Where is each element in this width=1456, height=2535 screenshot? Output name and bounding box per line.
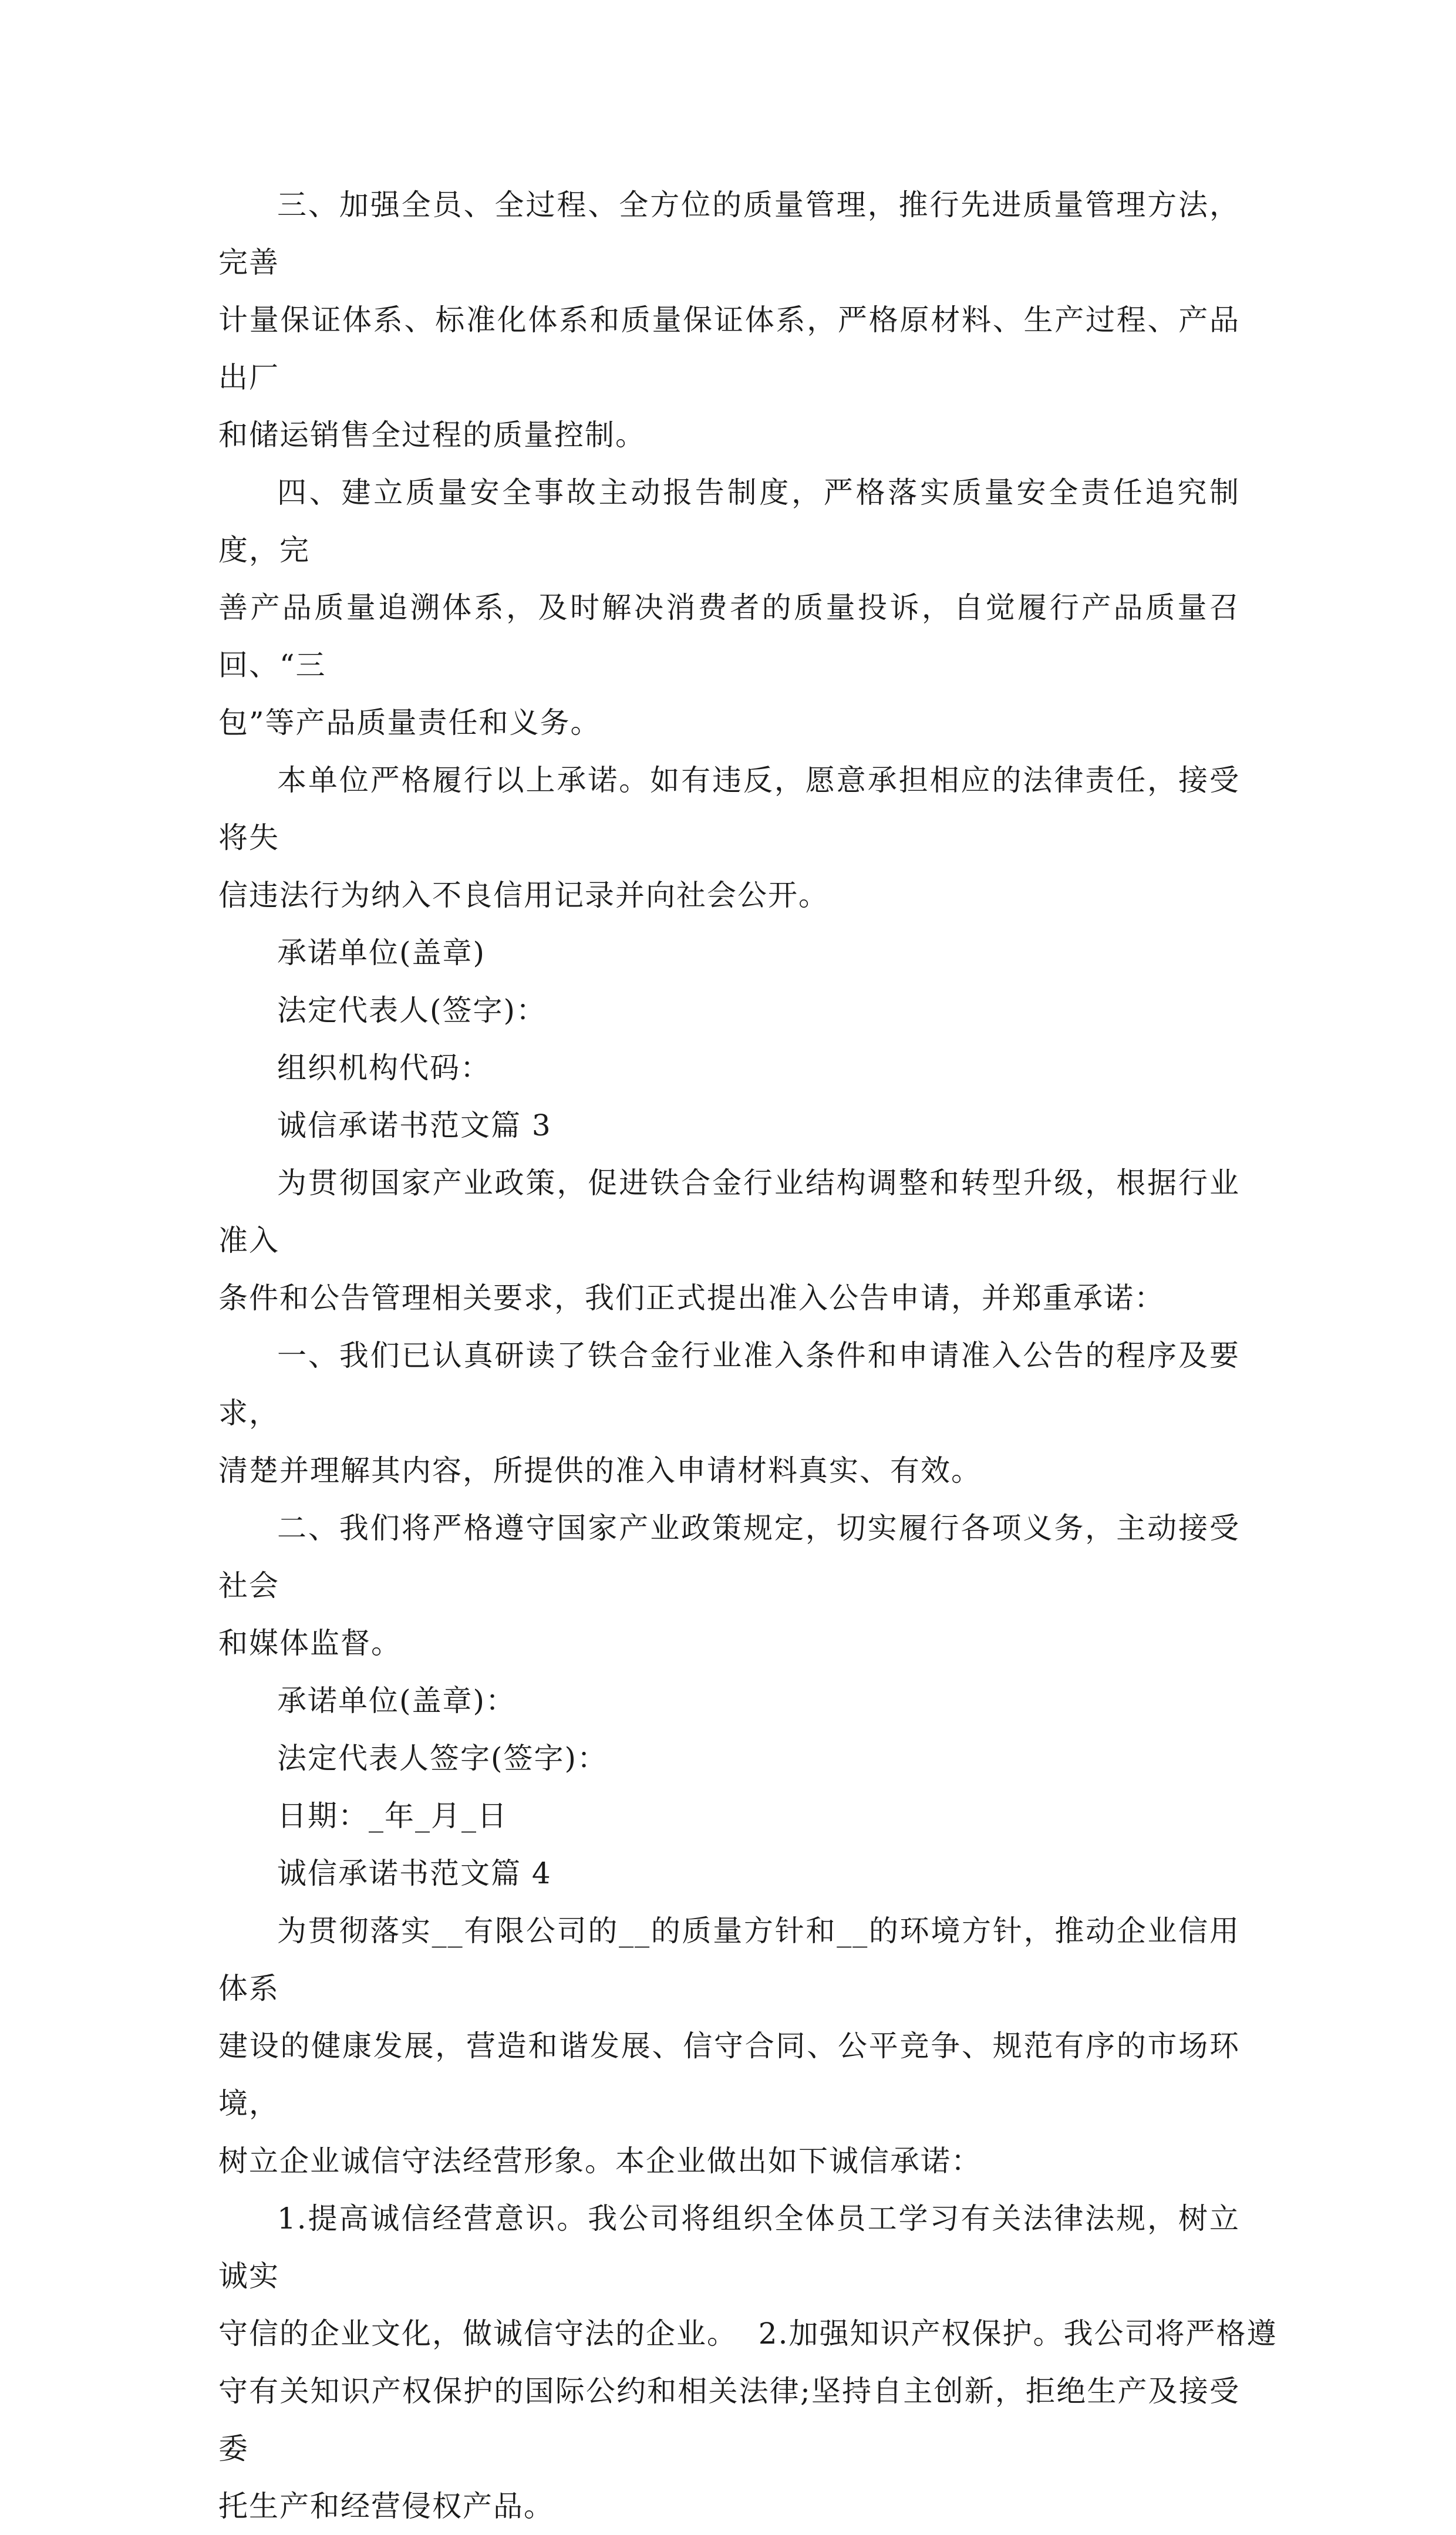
- date-line: [218, 1787, 1240, 1845]
- organization-code-line: [218, 1039, 1240, 1097]
- text-line: 守信的企业文化，做诚信守法的企业。 2.加强知识产权保护。我公司将严格遵: [218, 2317, 1278, 2351]
- text-line: 信违法行为纳入不良信用记录并向社会公开。: [218, 878, 829, 912]
- text-line: 为贯彻国家产业政策，促进铁合金行业结构调整和转型升级，根据行业准入: [218, 1166, 1240, 1258]
- text-line: 四、建立质量安全事故主动报告制度，严格落实质量安全责任追究制度，完: [218, 476, 1240, 567]
- document-body: [218, 176, 1278, 2535]
- text-line: 善产品质量追溯体系，及时解决消费者的质量投诉，自觉履行产品质量召回、“三: [218, 591, 1240, 682]
- paragraph-item-1: [218, 1327, 1240, 1499]
- paragraph-quality-management: [218, 176, 1240, 464]
- text-line: 和媒体监督。: [218, 1626, 402, 1660]
- text-line: 一、我们已认真研读了铁合金行业准入条件和申请准入公告的程序及要求，: [218, 1339, 1240, 1430]
- paragraph-accident-report: [218, 464, 1240, 751]
- text-line: 清楚并理解其内容，所提供的准入申请材料真实、有效。: [218, 1454, 982, 1488]
- text-line: 日期：_年_月_日: [277, 1799, 508, 1833]
- text-line: 为贯彻落实__有限公司的__的质量方针和__的环境方针，推动企业信用体系: [218, 1914, 1240, 2005]
- text-line: 二、我们将严格遵守国家产业政策规定，切实履行各项义务，主动接受社会: [218, 1511, 1240, 1603]
- text-line: 三、加强全员、全过程、全方位的质量管理，推行先进质量管理方法，完善: [218, 188, 1240, 279]
- text-line: 承诺单位(盖章): [277, 936, 486, 970]
- text-line: 组织机构代码：: [277, 1051, 491, 1085]
- section-heading-4: [218, 1845, 1240, 1902]
- text-line: 托生产和经营侵权产品。: [218, 2489, 554, 2523]
- text-line: 诚信承诺书范文篇 4: [277, 1856, 552, 1890]
- legal-representative-line: [218, 982, 1240, 1039]
- text-line: 建设的健康发展，营造和谐发展、信守合同、公平竞争、规范有序的市场环境，: [218, 2029, 1240, 2121]
- paragraph-intro-4: [218, 1902, 1240, 2190]
- text-line: 计量保证体系、标准化体系和质量保证体系，严格原材料、生产过程、产品出厂: [218, 303, 1240, 395]
- paragraph-commitment: [218, 751, 1240, 924]
- text-line: 树立企业诚信守法经营形象。本企业做出如下诚信承诺：: [218, 2144, 982, 2178]
- text-line: 包”等产品质量责任和义务。: [218, 706, 601, 740]
- text-line: 法定代表人(签字)：: [277, 993, 547, 1027]
- text-line: 守有关知识产权保护的国际公约和相关法律;坚持自主创新，拒绝生产及接受委: [218, 2374, 1240, 2466]
- text-line: 承诺单位(盖章)：: [277, 1684, 517, 1718]
- text-line: 诚信承诺书范文篇 3: [277, 1108, 552, 1142]
- paragraph-integrity-items: [218, 2190, 1278, 2535]
- signature-unit-line: [218, 924, 1240, 982]
- legal-representative-line: [218, 1730, 1240, 1787]
- text-line: 条件和公告管理相关要求，我们正式提出准入公告申请，并郑重承诺：: [218, 1281, 1165, 1315]
- signature-unit-line: [218, 1672, 1240, 1730]
- text-line: 法定代表人签字(签字)：: [277, 1741, 608, 1775]
- section-heading-3: [218, 1097, 1240, 1154]
- paragraph-item-2: [218, 1499, 1240, 1672]
- text-line: 1.提高诚信经营意识。我公司将组织全体员工学习有关法律法规，树立诚实: [218, 2202, 1240, 2293]
- paragraph-intro-3: [218, 1154, 1240, 1327]
- text-line: 本单位严格履行以上承诺。如有违反，愿意承担相应的法律责任，接受将失: [218, 763, 1240, 855]
- text-line: 和储运销售全过程的质量控制。: [218, 418, 646, 452]
